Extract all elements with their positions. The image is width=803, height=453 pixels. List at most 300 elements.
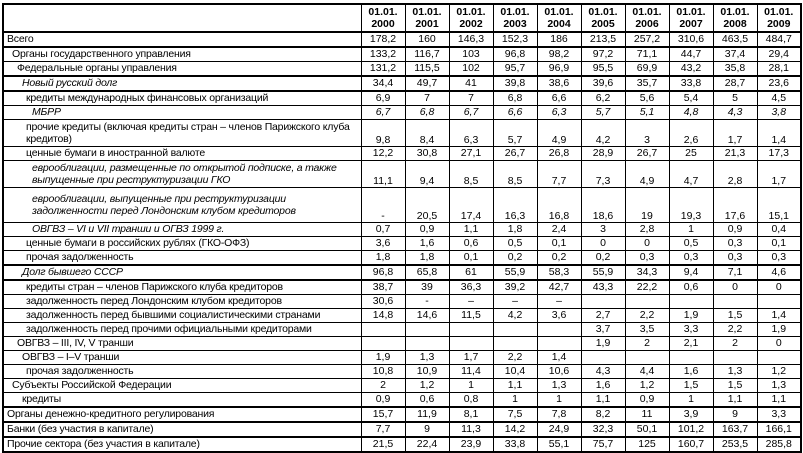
cell-value: – [449, 295, 493, 309]
cell-value: 0 [757, 337, 801, 351]
cell-value: 34,4 [361, 76, 405, 91]
cell-value: 1,5 [669, 379, 713, 393]
column-header [537, 4, 581, 32]
cell-value: 38,6 [537, 76, 581, 91]
row-label: ОВГВЗ – III, IV, V транши [3, 337, 361, 351]
cell-value: 0,3 [713, 237, 757, 251]
cell-value: 2,2 [493, 351, 537, 365]
cell-value: 6,7 [361, 106, 405, 120]
cell-value: 12,2 [361, 147, 405, 161]
table-row [3, 265, 801, 280]
cell-value: 11,5 [449, 309, 493, 323]
cell-value [493, 337, 537, 351]
cell-value: 28,7 [713, 76, 757, 91]
row-label: ОВГВЗ – I–V транши [3, 351, 361, 365]
header-date-prefix: 01.01. [632, 5, 662, 18]
cell-value: 285,8 [757, 437, 801, 452]
cell-value: 55,1 [537, 437, 581, 452]
table-row [3, 62, 801, 77]
cell-value: 6,6 [537, 91, 581, 106]
cell-value: 9,4 [405, 161, 449, 188]
cell-value: 1,5 [713, 379, 757, 393]
cell-value: 125 [625, 437, 669, 452]
cell-value: 96,8 [361, 265, 405, 280]
table-row [3, 106, 801, 120]
header-year: 2006 [635, 18, 659, 30]
cell-value: 7,8 [537, 407, 581, 422]
header-year: 2002 [459, 18, 483, 30]
table-row [3, 251, 801, 266]
cell-value: 98,2 [537, 47, 581, 62]
cell-value: 6,2 [581, 91, 625, 106]
cell-value: 21,3 [713, 147, 757, 161]
cell-value: 1,8 [405, 251, 449, 266]
row-label: Субъекты Российской Федерации [3, 379, 361, 393]
table-row [3, 379, 801, 393]
cell-value: 1,1 [493, 379, 537, 393]
cell-value: 4,8 [669, 106, 713, 120]
cell-value: 22,2 [625, 280, 669, 295]
header-year: 2000 [371, 18, 395, 30]
cell-value: 7,5 [493, 407, 537, 422]
cell-value: 6,3 [449, 120, 493, 147]
cell-value [757, 295, 801, 309]
cell-value: 42,7 [537, 280, 581, 295]
cell-value: 4,5 [757, 91, 801, 106]
cell-value [405, 337, 449, 351]
cell-value: 1,7 [757, 161, 801, 188]
cell-value: 1,3 [713, 365, 757, 379]
cell-value: 0,5 [493, 237, 537, 251]
cell-value: 20,5 [405, 188, 449, 223]
header-date-prefix: 01.01. [500, 5, 530, 18]
cell-value [713, 295, 757, 309]
cell-value: 131,2 [361, 62, 405, 77]
table-row [3, 407, 801, 422]
cell-value: 0,9 [405, 223, 449, 237]
cell-value: 35,7 [625, 76, 669, 91]
cell-value: 0,2 [581, 251, 625, 266]
cell-value: 32,3 [581, 422, 625, 437]
cell-value: 39,6 [581, 76, 625, 91]
cell-value: 95,7 [493, 62, 537, 77]
row-label: Всего [3, 32, 361, 47]
cell-value: 6,8 [405, 106, 449, 120]
cell-value: 55,9 [581, 265, 625, 280]
table-row [3, 147, 801, 161]
row-label: Новый русский долг [3, 76, 361, 91]
cell-value: 1,1 [449, 223, 493, 237]
row-label: кредиты международных финансовых организаций [3, 91, 361, 106]
cell-value: 4,7 [669, 161, 713, 188]
cell-value [757, 351, 801, 365]
cell-value: 0,6 [449, 237, 493, 251]
cell-value: 0,9 [625, 393, 669, 408]
table-body [3, 32, 801, 452]
cell-value: 3,6 [361, 237, 405, 251]
cell-value: 17,4 [449, 188, 493, 223]
cell-value: 1,6 [405, 237, 449, 251]
row-label: ценные бумаги в российских рублях (ГКО-ОФЗ) [3, 237, 361, 251]
cell-value: 160 [405, 32, 449, 47]
table-row [3, 32, 801, 47]
header-year: 2003 [503, 18, 527, 30]
row-label: еврооблигации, выпущенные при реструктуризации задолженности перед Лондонским клубом кредиторов [3, 188, 361, 223]
cell-value: 1,7 [713, 120, 757, 147]
cell-value: 1,4 [537, 351, 581, 365]
cell-value: 4,9 [625, 161, 669, 188]
cell-value [713, 351, 757, 365]
cell-value: 14,2 [493, 422, 537, 437]
cell-value: 8,5 [449, 161, 493, 188]
cell-value: 10,6 [537, 365, 581, 379]
cell-value: 0 [581, 237, 625, 251]
cell-value: 4,6 [757, 265, 801, 280]
cell-value: 21,5 [361, 437, 405, 452]
cell-value: 29,4 [757, 47, 801, 62]
row-label: Органы государственного управления [3, 47, 361, 62]
row-label: МБРР [3, 106, 361, 120]
cell-value: 103 [449, 47, 493, 62]
cell-value [581, 351, 625, 365]
column-header [405, 4, 449, 32]
row-label: задолженность перед бывшими социалистическими странами [3, 309, 361, 323]
cell-value [361, 323, 405, 337]
cell-value: 16,8 [537, 188, 581, 223]
cell-value: 11 [625, 407, 669, 422]
cell-value: 97,2 [581, 47, 625, 62]
row-label: задолженность перед прочими официальными кредиторами [3, 323, 361, 337]
cell-value: 3,3 [669, 323, 713, 337]
cell-value: 133,2 [361, 47, 405, 62]
cell-value: 1 [537, 393, 581, 408]
cell-value: 2,2 [713, 323, 757, 337]
header-date-prefix: 01.01. [676, 5, 706, 18]
cell-value: 11,4 [449, 365, 493, 379]
cell-value [581, 295, 625, 309]
cell-value: 39,8 [493, 76, 537, 91]
cell-value: 1,7 [449, 351, 493, 365]
column-header [449, 4, 493, 32]
cell-value: 4,3 [713, 106, 757, 120]
cell-value: 3 [581, 223, 625, 237]
cell-value: 96,9 [537, 62, 581, 77]
cell-value: 0,3 [757, 251, 801, 266]
table-row [3, 323, 801, 337]
cell-value: 3,5 [625, 323, 669, 337]
cell-value: 2,6 [669, 120, 713, 147]
cell-value: - [405, 295, 449, 309]
cell-value: 26,8 [537, 147, 581, 161]
header-date-prefix: 01.01. [456, 5, 486, 18]
table-row [3, 91, 801, 106]
cell-value: 7 [405, 91, 449, 106]
cell-value: 95,5 [581, 62, 625, 77]
cell-value: 15,7 [361, 407, 405, 422]
cell-value: 2,8 [625, 223, 669, 237]
cell-value: 33,8 [669, 76, 713, 91]
cell-value: 38,7 [361, 280, 405, 295]
table-row [3, 120, 801, 147]
cell-value: 1,8 [361, 251, 405, 266]
cell-value: 2 [361, 379, 405, 393]
cell-value: 19,3 [669, 188, 713, 223]
cell-value [361, 337, 405, 351]
cell-value: 0 [713, 280, 757, 295]
cell-value: 17,6 [713, 188, 757, 223]
cell-value: 10,8 [361, 365, 405, 379]
cell-value: 41 [449, 76, 493, 91]
cell-value: 15,1 [757, 188, 801, 223]
cell-value: 0,9 [361, 393, 405, 408]
column-header [713, 4, 757, 32]
column-header [493, 4, 537, 32]
cell-value: 71,1 [625, 47, 669, 62]
row-label: прочие кредиты (включая кредиты стран – членов Парижского клуба кредитов) [3, 120, 361, 147]
cell-value: 6,6 [493, 106, 537, 120]
header-date-prefix: 01.01. [368, 5, 398, 18]
cell-value: 9 [405, 422, 449, 437]
cell-value: 3,7 [581, 323, 625, 337]
cell-value [537, 323, 581, 337]
column-header [625, 4, 669, 32]
cell-value: 10,9 [405, 365, 449, 379]
row-label: еврооблигации, размещенные по открытой подписке, а также выпущенные при реструктуризации ГКО [3, 161, 361, 188]
cell-value: 1,2 [757, 365, 801, 379]
table-row [3, 76, 801, 91]
cell-value: 6,9 [361, 91, 405, 106]
cell-value: 7 [449, 91, 493, 106]
cell-value: 213,5 [581, 32, 625, 47]
cell-value: 6,7 [449, 106, 493, 120]
cell-value: 2,7 [581, 309, 625, 323]
cell-value: 3,8 [757, 106, 801, 120]
table-row [3, 437, 801, 452]
cell-value: 146,3 [449, 32, 493, 47]
cell-value: 16,3 [493, 188, 537, 223]
row-label: кредиты стран – членов Парижского клуба кредиторов [3, 280, 361, 295]
cell-value: 5,7 [581, 106, 625, 120]
cell-value: 4,2 [493, 309, 537, 323]
row-label: задолженность перед Лондонским клубом кредиторов [3, 295, 361, 309]
row-label: Долг бывшего СССР [3, 265, 361, 280]
cell-value: 24,9 [537, 422, 581, 437]
cell-value: 37,4 [713, 47, 757, 62]
cell-value: - [361, 188, 405, 223]
cell-value: 8,2 [581, 407, 625, 422]
cell-value: 7,1 [713, 265, 757, 280]
cell-value: 5,6 [625, 91, 669, 106]
cell-value: 39 [405, 280, 449, 295]
header-year: 2009 [767, 18, 791, 30]
row-label: Прочие сектора (без участия в капитале) [3, 437, 361, 452]
cell-value: 19 [625, 188, 669, 223]
cell-value: 4,4 [625, 365, 669, 379]
cell-value: 26,7 [493, 147, 537, 161]
cell-value: 26,7 [625, 147, 669, 161]
header-year: 2005 [591, 18, 615, 30]
cell-value: 49,7 [405, 76, 449, 91]
table-row [3, 365, 801, 379]
cell-value: 5 [713, 91, 757, 106]
cell-value: 30,8 [405, 147, 449, 161]
header-year: 2001 [415, 18, 439, 30]
cell-value: 1 [493, 393, 537, 408]
cell-value: 8,5 [493, 161, 537, 188]
column-header [669, 4, 713, 32]
cell-value: 2 [625, 337, 669, 351]
cell-value: 1,9 [581, 337, 625, 351]
cell-value: 39,2 [493, 280, 537, 295]
cell-value: 166,1 [757, 422, 801, 437]
cell-value: 3,6 [537, 309, 581, 323]
cell-value: 1,5 [713, 309, 757, 323]
cell-value: 9 [713, 407, 757, 422]
cell-value: 178,2 [361, 32, 405, 47]
header-date-prefix: 01.01. [412, 5, 442, 18]
cell-value: 1,1 [581, 393, 625, 408]
cell-value: 0,7 [361, 223, 405, 237]
cell-value: 0,4 [757, 223, 801, 237]
cell-value: 28,1 [757, 62, 801, 77]
table-row [3, 47, 801, 62]
header-date-prefix: 01.01. [764, 5, 794, 18]
cell-value: 28,9 [581, 147, 625, 161]
cell-value: 1,9 [757, 323, 801, 337]
cell-value: 0,3 [713, 251, 757, 266]
cell-value: 1,1 [713, 393, 757, 408]
cell-value: 8,1 [449, 407, 493, 422]
column-header [757, 4, 801, 32]
column-header [581, 4, 625, 32]
cell-value: 3,9 [669, 407, 713, 422]
cell-value: 0,2 [493, 251, 537, 266]
row-label: прочая задолженность [3, 251, 361, 266]
cell-value: 1,2 [405, 379, 449, 393]
cell-value: 0,9 [713, 223, 757, 237]
header-date-prefix: 01.01. [544, 5, 574, 18]
cell-value: 55,9 [493, 265, 537, 280]
cell-value: 11,9 [405, 407, 449, 422]
cell-value: 1,9 [669, 309, 713, 323]
cell-value: 14,8 [361, 309, 405, 323]
cell-value [537, 337, 581, 351]
cell-value: 36,3 [449, 280, 493, 295]
cell-value: 1,8 [493, 223, 537, 237]
cell-value: 463,5 [713, 32, 757, 47]
cell-value: 9,4 [669, 265, 713, 280]
cell-value: 1,1 [757, 393, 801, 408]
row-label: кредиты [3, 393, 361, 408]
cell-value: – [493, 295, 537, 309]
cell-value: 0,8 [449, 393, 493, 408]
cell-value: 9,8 [361, 120, 405, 147]
cell-value: 1 [449, 379, 493, 393]
table-row [3, 309, 801, 323]
header-date-prefix: 01.01. [588, 5, 618, 18]
table-row [3, 393, 801, 408]
table-row [3, 337, 801, 351]
cell-value: – [537, 295, 581, 309]
cell-value: 69,9 [625, 62, 669, 77]
row-label: Органы денежно-кредитного регулирования [3, 407, 361, 422]
header-year: 2004 [547, 18, 571, 30]
cell-value [625, 351, 669, 365]
table-row [3, 422, 801, 437]
cell-value [449, 323, 493, 337]
cell-value: 186 [537, 32, 581, 47]
cell-value: 101,2 [669, 422, 713, 437]
cell-value: 163,7 [713, 422, 757, 437]
cell-value: 5,7 [493, 120, 537, 147]
cell-value: 2,8 [713, 161, 757, 188]
cell-value: 44,7 [669, 47, 713, 62]
cell-value [449, 337, 493, 351]
cell-value: 33,8 [493, 437, 537, 452]
header-year: 2007 [679, 18, 703, 30]
cell-value [405, 323, 449, 337]
cell-value: 2,4 [537, 223, 581, 237]
cell-value: 4,9 [537, 120, 581, 147]
row-label: ОВГВЗ – VI и VII транши и ОГВЗ 1999 г. [3, 223, 361, 237]
cell-value: 116,7 [405, 47, 449, 62]
row-label: Банки (без участия в капитале) [3, 422, 361, 437]
cell-value: 30,6 [361, 295, 405, 309]
cell-value: 0,1 [537, 237, 581, 251]
row-label: прочая задолженность [3, 365, 361, 379]
cell-value: 0 [625, 237, 669, 251]
cell-value: 43,3 [581, 280, 625, 295]
cell-value: 0 [757, 280, 801, 295]
cell-value: 8,4 [405, 120, 449, 147]
cell-value: 22,4 [405, 437, 449, 452]
cell-value: 23,9 [449, 437, 493, 452]
cell-value: 43,2 [669, 62, 713, 77]
cell-value: 5,4 [669, 91, 713, 106]
cell-value: 5,1 [625, 106, 669, 120]
cell-value: 2 [713, 337, 757, 351]
cell-value: 0,1 [757, 237, 801, 251]
cell-value: 4,3 [581, 365, 625, 379]
cell-value: 484,7 [757, 32, 801, 47]
table-row [3, 237, 801, 251]
cell-value: 58,3 [537, 265, 581, 280]
cell-value: 310,6 [669, 32, 713, 47]
cell-value: 160,7 [669, 437, 713, 452]
cell-value: 1,6 [669, 365, 713, 379]
cell-value: 34,3 [625, 265, 669, 280]
cell-value: 1,4 [757, 120, 801, 147]
cell-value: 18,6 [581, 188, 625, 223]
cell-value: 75,7 [581, 437, 625, 452]
cell-value: 2,1 [669, 337, 713, 351]
cell-value: 1 [669, 393, 713, 408]
table-row [3, 161, 801, 188]
cell-value: 1,9 [361, 351, 405, 365]
cell-value: 11,1 [361, 161, 405, 188]
corner-cell [3, 4, 361, 32]
cell-value: 1,3 [537, 379, 581, 393]
cell-value: 0,3 [669, 251, 713, 266]
cell-value: 0,1 [449, 251, 493, 266]
cell-value [669, 295, 713, 309]
cell-value: 2,2 [625, 309, 669, 323]
header-year: 2008 [723, 18, 747, 30]
cell-value: 23,6 [757, 76, 801, 91]
cell-value: 50,1 [625, 422, 669, 437]
external-debt-table [2, 3, 802, 453]
cell-value: 0,2 [537, 251, 581, 266]
